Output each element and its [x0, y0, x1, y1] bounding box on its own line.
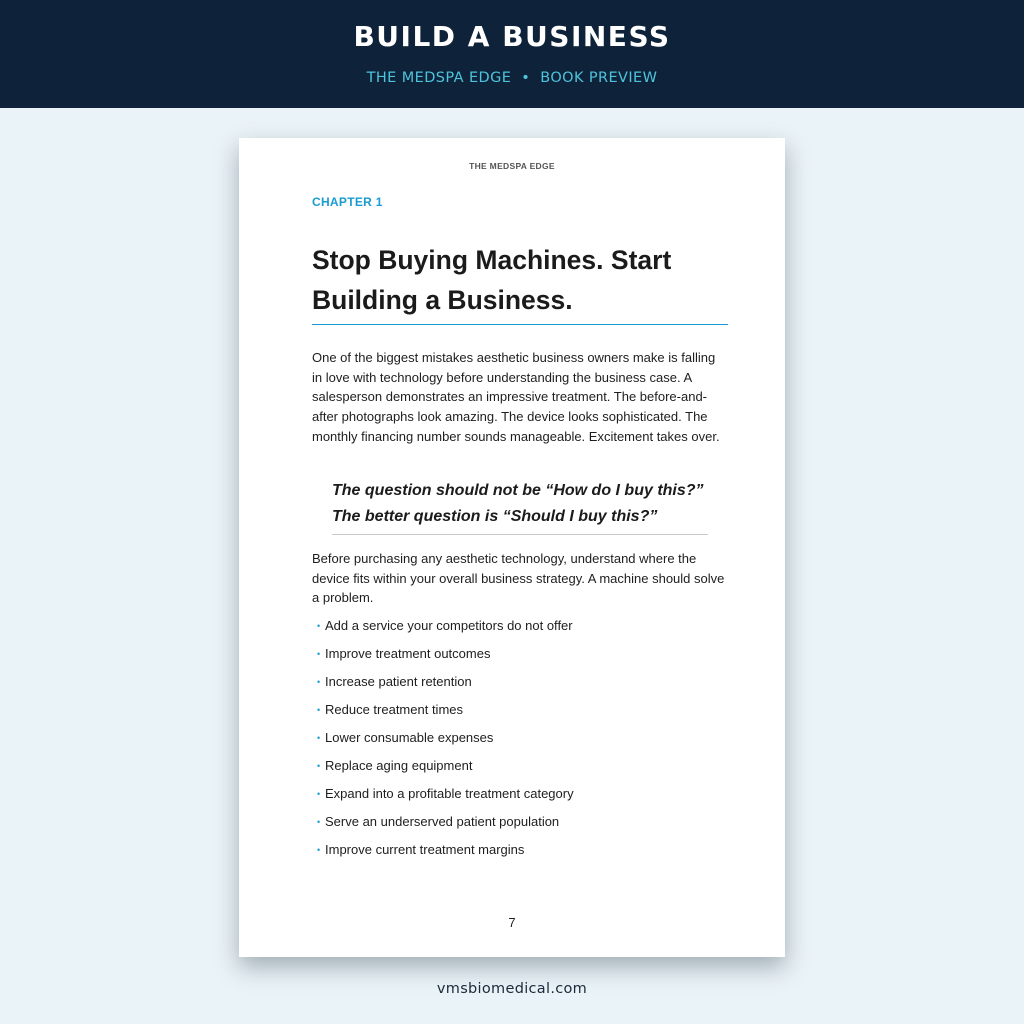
list-item — [312, 756, 728, 784]
list-item-text: Reduce treatment times — [325, 702, 464, 717]
banner-title: BUILD A BUSINESS — [353, 20, 671, 53]
book-name: THE MEDSPA EDGE — [366, 70, 512, 86]
bullet-icon: • — [317, 621, 321, 631]
chapter-title-line-1: Stop Buying Machines. Start — [312, 245, 672, 275]
page-number: 7 — [508, 915, 516, 930]
bullet-icon: • — [317, 761, 321, 771]
bullet-icon: • — [317, 677, 321, 687]
strategy-paragraph: Before purchasing any aesthetic technology, understand where the device fits within your overall business strategy. A machine should solve a problem. — [312, 551, 725, 606]
pull-quote-line-2: The better question is “Should I buy this?” — [332, 508, 658, 525]
pull-quote — [332, 478, 708, 530]
list-item-text: Expand into a profitable treatment category — [325, 786, 574, 801]
list-item-text: Replace aging equipment — [325, 758, 473, 773]
list-item-text: Lower consumable expenses — [325, 730, 494, 745]
pull-quote-line-1: The question should not be “How do I buy this?” — [332, 482, 704, 499]
separator-dot: • — [521, 70, 531, 86]
list-item — [312, 812, 728, 840]
book-page — [239, 138, 785, 957]
list-item-text: Increase patient retention — [325, 674, 472, 689]
list-item-text: Serve an underserved patient population — [325, 814, 560, 829]
header-banner — [0, 0, 1024, 108]
intro-paragraph: One of the biggest mistakes aesthetic business owners make is falling in love with technology before understanding the business case. A salesperson demonstrates an impressive treatment. The before-and-after photographs look amazing. The device looks sophisticated. The monthly financing number sounds manageable. Excitement takes over. — [312, 350, 720, 444]
chapter-label: CHAPTER 1 — [312, 195, 383, 209]
chapter-title-line-2: Building a Business. — [312, 285, 573, 315]
list-item — [312, 616, 728, 644]
banner-subtitle — [0, 70, 1024, 86]
bullet-icon: • — [317, 845, 321, 855]
list-item — [312, 644, 728, 672]
list-item-text: Add a service your competitors do not offer — [325, 618, 573, 633]
reasons-list — [312, 616, 728, 868]
list-item-text: Improve treatment outcomes — [325, 646, 491, 661]
bullet-icon: • — [317, 817, 321, 827]
list-item — [312, 700, 728, 728]
list-item-text: Improve current treatment margins — [325, 842, 525, 857]
list-item — [312, 728, 728, 756]
chapter-title — [312, 240, 728, 320]
pull-quote-divider — [332, 534, 708, 535]
bullet-icon: • — [317, 733, 321, 743]
bullet-icon: • — [317, 649, 321, 659]
website-footer: vmsbiomedical.com — [436, 981, 588, 997]
bullet-icon: • — [317, 705, 321, 715]
list-item — [312, 672, 728, 700]
bullet-icon: • — [317, 789, 321, 799]
running-head: THE MEDSPA EDGE — [469, 161, 555, 171]
preview-label: BOOK PREVIEW — [540, 70, 658, 86]
list-item — [312, 840, 728, 868]
list-item — [312, 784, 728, 812]
title-underline — [312, 324, 728, 325]
